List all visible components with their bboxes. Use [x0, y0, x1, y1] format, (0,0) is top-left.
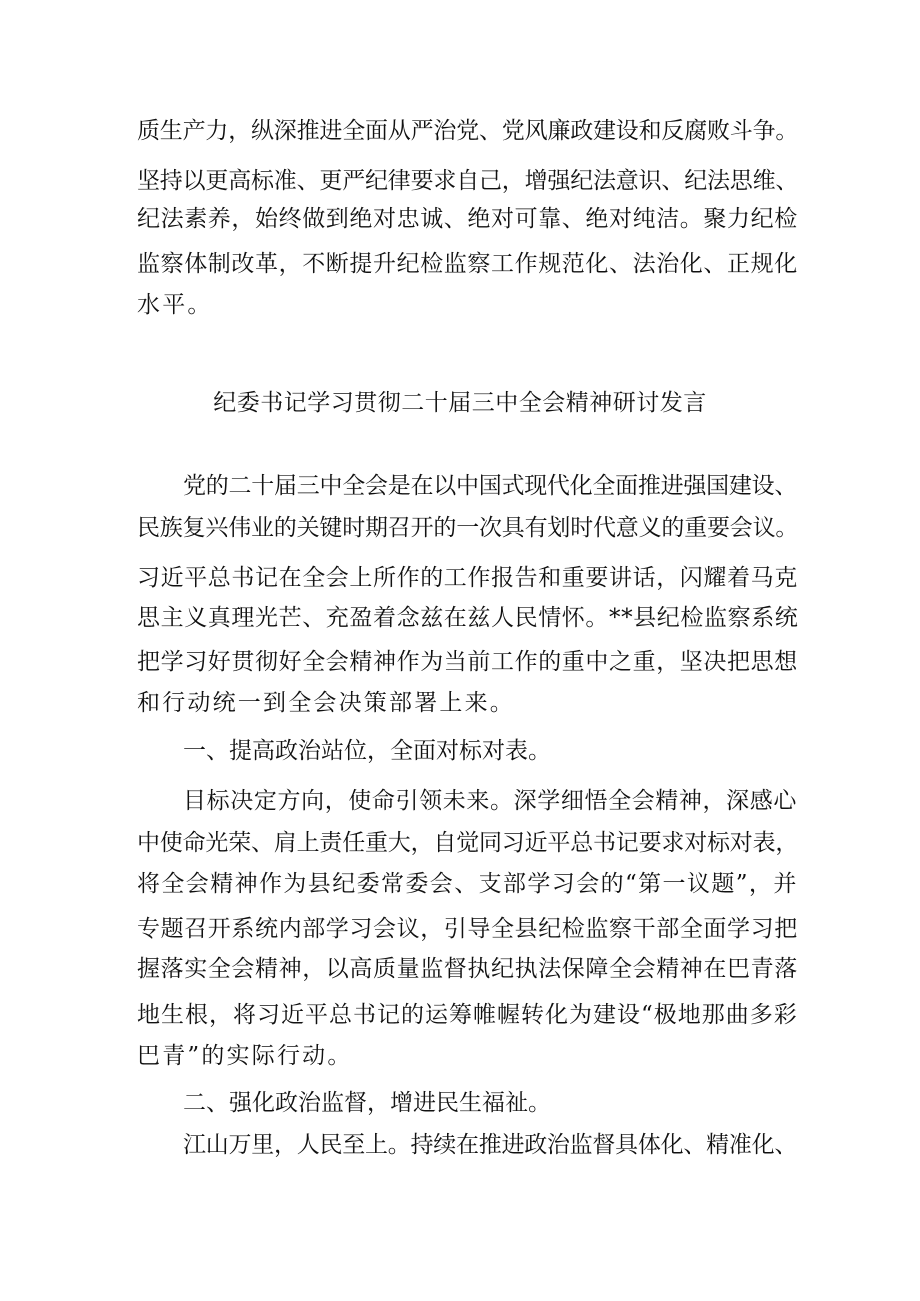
paragraph-line: 质生产力，纵深推进全面从严治党、党风廉政建设和反腐败斗争。 — [137, 118, 799, 144]
paragraph-line: 纪法素养，始终做到绝对忠诚、绝对可靠、绝对纯洁。聚力纪检 — [137, 206, 798, 232]
paragraph-line: 思主义真理光芒、充盈着念兹在兹人民情怀。**县纪检监察系统 — [137, 605, 799, 631]
paragraph-line: 习近平总书记在全会上所作的工作报告和重要讲话，闪耀着马克 — [137, 565, 798, 591]
paragraph-line: 民族复兴伟业的关键时期召开的一次具有划时代意义的重要会议。 — [137, 515, 799, 541]
paragraph-line: 中使命光荣、肩上责任重大，自觉同习近平总书记要求对标对表， — [137, 830, 799, 856]
paragraph-line: 把学习好贯彻好全会精神作为当前工作的重中之重，坚决把思想 — [137, 649, 798, 675]
paragraph-line: 握落实全会精神，以高质量监督执纪执法保障全会精神在巴青落 — [137, 956, 798, 982]
paragraph-line: 水平。 — [137, 292, 213, 318]
paragraph-line: 专题召开系统内部学习会议，引导全县纪检监察干部全面学习把 — [137, 916, 798, 942]
paragraph-line: 将全会精神作为县纪委常委会、支部学习会的“第一议题”，并 — [137, 871, 798, 897]
section-heading: 一、提高政治站位，全面对标对表。 — [183, 738, 551, 764]
paragraph-line: 和行动统一到全会决策部署上来。 — [137, 690, 515, 716]
paragraph-line: 江山万里，人民至上。持续在推进政治监督具体化、精准化、 — [183, 1132, 797, 1158]
document-title: 纪委书记学习贯彻二十届三中全会精神研讨发言 — [213, 390, 707, 416]
section-heading: 二、强化政治监督，增进民生福祉。 — [183, 1090, 551, 1116]
paragraph-line: 党的二十届三中全会是在以中国式现代化全面推进强国建设、 — [183, 473, 797, 499]
paragraph-line: 巴青”的实际行动。 — [137, 1043, 353, 1069]
paragraph-line: 地生根，将习近平总书记的运筹帷幄转化为建设“极地那曲多彩 — [137, 1002, 798, 1028]
paragraph-line: 坚持以更高标准、更严纪律要求自己，增强纪法意识、纪法思维、 — [137, 168, 799, 194]
paragraph-line: 监察体制改革，不断提升纪检监察工作规范化、法治化、正规化 — [137, 251, 798, 277]
paragraph-line: 目标决定方向，使命引领未来。深学细悟全会精神，深感心 — [183, 788, 797, 814]
